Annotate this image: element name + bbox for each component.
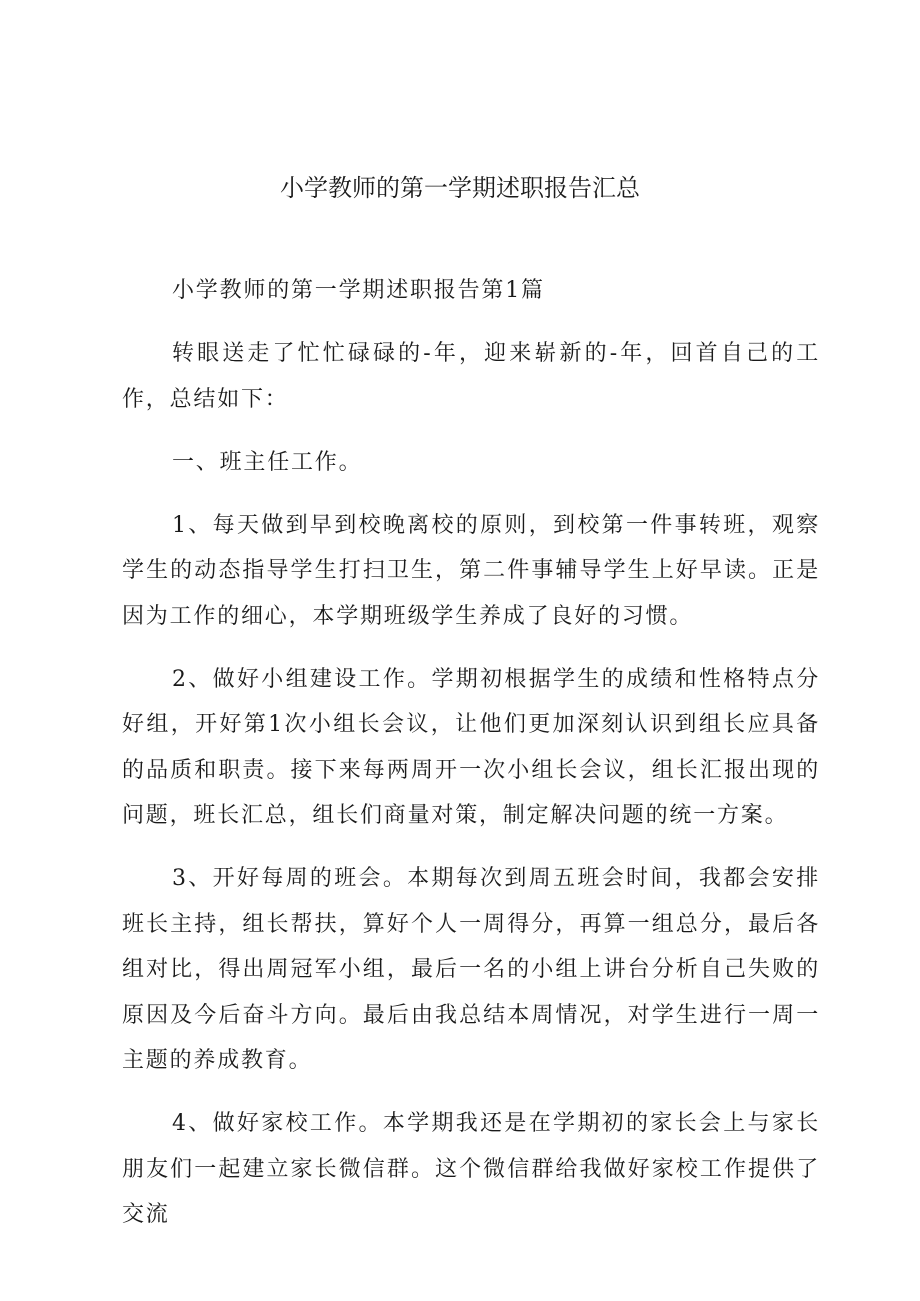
paragraph-item-1: 1、每天做到早到校晚离校的原则，到校第一件事转班，观察学生的动态指导学生打扫卫生，第二件事辅导学生上好早读。正是因为工作的细心，本学期班级学生养成了良好的习惯。 (122, 512, 820, 629)
paragraph-item-3: 3、开好每周的班会。本期每次到周五班会时间，我都会安排班长主持，组长帮扶，算好个人一周得分，再算一组总分，最后各组对比，得出周冠军小组，最后一名的小组上讲台分析自己失败的原因及今后奋斗方向。最后由我总结本周情况，对学生进行一周一主题的养成教育。 (122, 866, 820, 1073)
section-heading: 小学教师的第一学期述职报告第1篇 (172, 278, 545, 303)
paragraph-item-4: 4、做好家校工作。本学期我还是在学期初的家长会上与家长朋友们一起建立家长微信群。这个微信群给我做好家校工作提供了交流 (122, 1111, 820, 1227)
paragraph-item-2: 2、做好小组建设工作。学期初根据学生的成绩和性格特点分好组，开好第1次小组长会议，让他们更加深刻认识到组长应具备的品质和职责。接下来每两周开一次小组长会议，组长汇报出现的问题，班长汇总，组长们商量对策，制定解决问题的统一方案。 (122, 666, 820, 828)
subsection-heading: 一、班主任工作。 (172, 449, 363, 475)
paragraph-intro: 转眼送走了忙忙碌碌的-年，迎来崭新的-年，回首自己的工作，总结如下： (122, 341, 820, 412)
document-title: 小学教师的第一学期述职报告汇总 (280, 174, 640, 202)
document-body (122, 268, 820, 1255)
